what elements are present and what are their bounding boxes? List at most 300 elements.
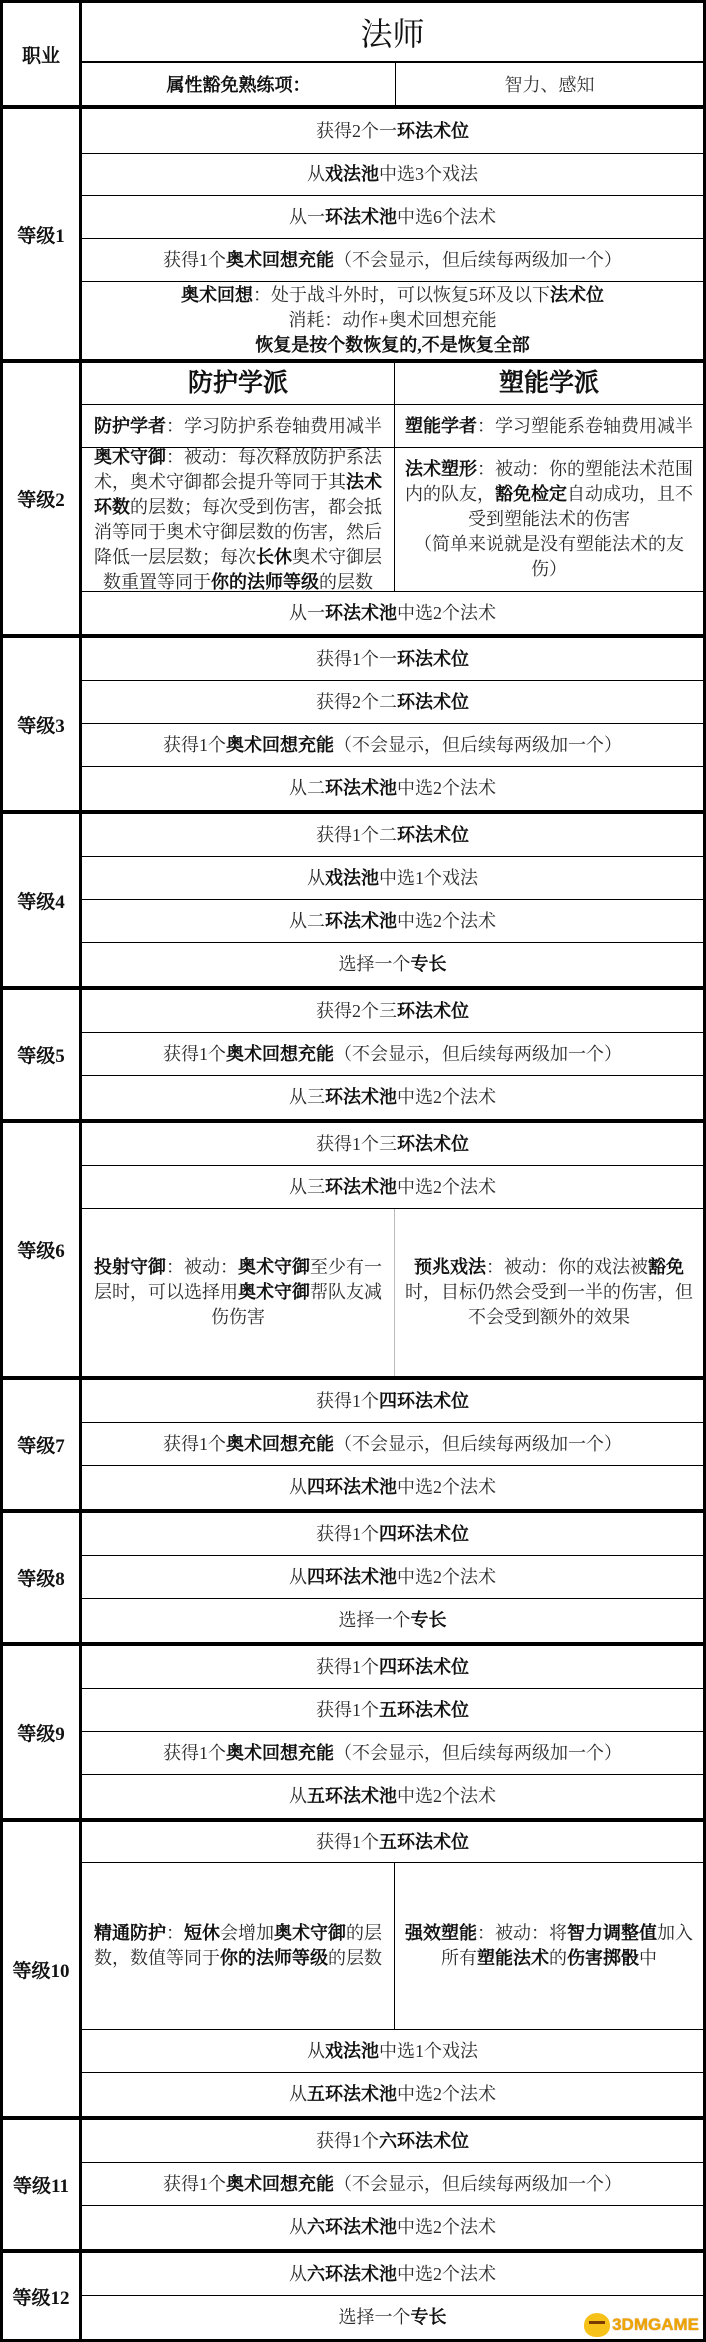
level-features xyxy=(82,990,703,1119)
text-segment: 从 xyxy=(289,1786,307,1806)
bold-text: 四环法术位 xyxy=(379,1390,469,1411)
bold-text: 你的法师等级 xyxy=(220,1948,328,1968)
text-segment: 选择一个 xyxy=(338,954,411,974)
feature-row xyxy=(82,2120,703,2163)
bold-text: 防护学者 xyxy=(94,415,166,436)
feature-row xyxy=(82,1822,703,1863)
text-line xyxy=(163,1741,622,1766)
text-segment: 的层数，数值等同于 xyxy=(94,1923,382,1968)
bold-text: 豁免 xyxy=(648,1257,684,1277)
bold-text: 精通防护 xyxy=(94,1923,166,1943)
text-line xyxy=(316,1698,469,1723)
text-line xyxy=(289,1475,496,1500)
text-line xyxy=(181,283,604,308)
feature-row xyxy=(82,196,703,239)
text-line xyxy=(316,119,469,144)
bold-text: 强效塑能 xyxy=(405,1923,477,1943)
text-segment: 中选2个法术 xyxy=(397,1566,496,1587)
class-name: 法师 xyxy=(82,3,703,63)
level-label: 等级7 xyxy=(3,1380,82,1509)
feature-row xyxy=(82,814,703,857)
evocation-cell xyxy=(395,1209,703,1376)
bold-text: 塑能学者 xyxy=(405,415,477,436)
bold-text: 五环法术位 xyxy=(379,1831,469,1852)
feature-cell xyxy=(82,1513,703,1555)
saving-throw-value: 智力、感知 xyxy=(504,75,595,95)
bold-text: 塑能法术 xyxy=(477,1948,549,1968)
text-line xyxy=(499,371,599,396)
feature-row xyxy=(82,1123,703,1166)
text-segment: 的 xyxy=(549,1948,567,1968)
text-line xyxy=(188,371,288,396)
feature-cell xyxy=(82,943,703,986)
text-segment: ：处于战斗外时，可以恢复5环及以下 xyxy=(253,285,550,305)
bold-text: 环法术位 xyxy=(397,691,469,712)
bold-text: 预兆戏法 xyxy=(414,1257,486,1277)
bold-text: 四环法术池 xyxy=(307,1566,397,1587)
text-segment: 中选2个法术 xyxy=(397,2217,496,2237)
text-segment: ：被动： xyxy=(166,1257,238,1277)
feature-row xyxy=(82,1423,703,1466)
bold-text: 法术位 xyxy=(550,285,604,305)
text-segment: （不会显示，但后续每两级加一个） xyxy=(334,734,622,755)
feature-row xyxy=(82,1166,703,1209)
level-features xyxy=(82,1513,703,1642)
bold-text: 你的法师等级 xyxy=(211,571,319,592)
text-line xyxy=(289,205,496,230)
text-line xyxy=(163,1432,622,1457)
text-segment: 帮队友减伤伤害 xyxy=(211,1282,382,1327)
text-line xyxy=(316,1655,469,1680)
level-1 xyxy=(3,109,703,363)
text-segment: 至少有一层时，可以选择用 xyxy=(94,1257,382,1302)
text-segment: ：被动：每次释放防护系法术，奥术守御都会提升等同于其 xyxy=(94,446,382,492)
text-segment: （不会显示，但后续每两级加一个） xyxy=(334,249,622,270)
bold-text: 五环法术池 xyxy=(307,2084,397,2104)
text-line xyxy=(289,2082,496,2107)
bold-text: 四环法术位 xyxy=(379,1523,469,1544)
bold-text: 奥术守御 xyxy=(238,1257,310,1277)
bold-text: 智力调整值 xyxy=(567,1923,657,1943)
level-label: 等级5 xyxy=(3,990,82,1119)
text-segment: 获得2个二 xyxy=(316,691,397,712)
text-segment: ：学习塑能系卷轴费用减半 xyxy=(477,415,693,436)
text-segment: 从 xyxy=(289,2084,307,2104)
feature-row xyxy=(82,405,703,448)
feature-row xyxy=(82,1732,703,1775)
text-segment: 从 xyxy=(289,2217,307,2237)
level-label: 等级10 xyxy=(3,1822,82,2116)
bold-text: 环法术池 xyxy=(325,206,397,227)
bold-text: 奥术回想充能 xyxy=(226,734,334,755)
feature-cell xyxy=(82,1380,703,1422)
text-line xyxy=(316,823,469,848)
level-5 xyxy=(3,990,703,1123)
feature-cell xyxy=(82,681,703,723)
level-2 xyxy=(3,363,703,638)
text-segment: 消耗：动作+奥术回想充能 xyxy=(288,310,497,330)
feature-row xyxy=(82,1380,703,1423)
feature-row xyxy=(82,1076,703,1119)
feature-cell xyxy=(82,2030,703,2072)
abjuration-cell xyxy=(82,1209,395,1376)
text-segment: ：被动：你的塑能法术范围内的队友， xyxy=(405,459,693,504)
text-segment: 获得1个一 xyxy=(316,648,397,669)
level-features xyxy=(82,638,703,810)
text-segment: 中选2个法术 xyxy=(397,778,496,798)
text-line xyxy=(307,162,478,187)
text-line xyxy=(94,414,382,439)
text-line xyxy=(316,647,469,672)
text-segment: 获得1个 xyxy=(163,2173,226,2194)
feature-cell xyxy=(82,857,703,899)
feature-row xyxy=(82,1209,703,1376)
text-segment: （不会显示，但后续每两级加一个） xyxy=(334,1742,622,1763)
bold-text: 长休 xyxy=(256,546,292,567)
evocation-cell xyxy=(395,405,703,447)
feature-cell xyxy=(82,2163,703,2205)
text-line xyxy=(339,1608,447,1633)
feature-row xyxy=(82,1863,703,2030)
feature-cell xyxy=(82,724,703,766)
evocation-cell xyxy=(395,1863,703,2029)
bold-text: 环法术位 xyxy=(397,1133,469,1154)
feature-row xyxy=(82,154,703,196)
feature-cell xyxy=(82,2120,703,2162)
bold-text: 短休 xyxy=(184,1923,220,1943)
level-features xyxy=(82,1646,703,1818)
feature-row xyxy=(82,1466,703,1509)
text-segment: 获得1个 xyxy=(163,734,226,755)
class-label: 职业 xyxy=(3,3,82,105)
feature-cell xyxy=(82,1646,703,1688)
text-line xyxy=(289,1784,496,1809)
text-segment: 中选6个法术 xyxy=(397,206,496,227)
text-segment: 中选2个法术 xyxy=(397,602,496,623)
feature-cell xyxy=(82,990,703,1032)
evocation-cell xyxy=(395,363,703,404)
text-segment: ： xyxy=(166,1923,184,1943)
bold-text: 豁免检定 xyxy=(495,484,567,504)
bold-text: 环法术位 xyxy=(397,648,469,669)
feature-row xyxy=(82,1599,703,1642)
feature-row xyxy=(82,109,703,154)
text-segment: 获得1个 xyxy=(316,1656,379,1677)
text-line xyxy=(289,2262,496,2287)
feature-row xyxy=(82,282,703,359)
text-segment: 中选2个法术 xyxy=(397,1786,496,1806)
text-segment: 获得1个 xyxy=(163,1742,226,1763)
text-segment: 中选2个法术 xyxy=(397,2263,496,2284)
bold-text: 奥术守御 xyxy=(94,446,166,467)
bold-text: 奥术守御 xyxy=(274,1923,346,1943)
bold-text: 奥术回想 xyxy=(181,285,253,305)
bold-text: 六环法术池 xyxy=(307,2263,397,2284)
bold-text: 环法术位 xyxy=(397,1000,469,1021)
bold-text: 专长 xyxy=(410,954,447,974)
text-line xyxy=(339,2305,447,2330)
bold-text: 环法术池 xyxy=(325,1087,397,1107)
saving-throw-label: 属性豁免熟练项： xyxy=(82,63,396,105)
level-9 xyxy=(3,1646,703,1822)
text-segment: 中选2个法术 xyxy=(397,1477,496,1497)
feature-row xyxy=(82,943,703,986)
level-features xyxy=(82,363,703,634)
bold-text: 奥术回想充能 xyxy=(226,1433,334,1454)
feature-cell xyxy=(82,900,703,942)
feature-row xyxy=(82,638,703,681)
feature-cell xyxy=(82,1689,703,1731)
text-line xyxy=(316,1132,469,1157)
bold-text: 法术环数 xyxy=(94,471,382,517)
watermark-logo xyxy=(584,2313,699,2337)
text-segment: 从三 xyxy=(289,1176,325,1197)
text-segment: （不会显示，但后续每两级加一个） xyxy=(334,1433,622,1454)
text-line xyxy=(289,1565,496,1590)
level-11 xyxy=(3,2120,703,2253)
bold-text: 四环法术位 xyxy=(379,1656,469,1677)
feature-row xyxy=(82,2030,703,2073)
text-line xyxy=(289,1175,496,1200)
text-line xyxy=(163,1042,622,1067)
feature-row xyxy=(82,1556,703,1599)
text-segment: 从 xyxy=(289,1477,307,1497)
feature-cell xyxy=(82,1556,703,1598)
text-segment: 获得1个 xyxy=(316,1523,379,1544)
text-line xyxy=(88,445,388,595)
text-line xyxy=(289,601,496,626)
bold-text: 奥术回想充能 xyxy=(226,1043,334,1064)
bold-text: 六环法术位 xyxy=(379,2130,469,2151)
text-segment: 获得2个三 xyxy=(316,1000,397,1021)
feature-row xyxy=(82,1513,703,1556)
abjuration-cell xyxy=(82,363,395,404)
bold-text: 环法术池 xyxy=(325,778,397,798)
text-line xyxy=(288,308,496,333)
text-segment: 中选1个戏法 xyxy=(379,2040,478,2061)
text-segment: 的层数 xyxy=(319,571,373,592)
text-segment: 从 xyxy=(307,2040,325,2061)
feature-cell xyxy=(82,1466,703,1509)
level-features xyxy=(82,2120,703,2249)
text-segment: ：学习防护系卷轴费用减半 xyxy=(166,415,382,436)
bold-text: 奥术回想充能 xyxy=(226,2173,334,2194)
evocation-cell xyxy=(395,448,703,591)
bold-text: 环法术池 xyxy=(325,910,397,931)
text-segment: 中选2个法术 xyxy=(397,2084,496,2104)
level-label: 等级8 xyxy=(3,1513,82,1642)
level-label: 等级11 xyxy=(3,2120,82,2249)
text-segment: 从一 xyxy=(289,206,325,227)
text-segment: 从二 xyxy=(289,778,325,798)
level-features xyxy=(82,1123,703,1376)
feature-cell xyxy=(82,638,703,680)
bold-text: 环法术池 xyxy=(325,1176,397,1197)
text-segment: ：被动：你的戏法被 xyxy=(486,1257,648,1277)
feature-cell xyxy=(82,1076,703,1119)
feature-cell xyxy=(82,282,703,359)
feature-cell xyxy=(82,1033,703,1075)
feature-row xyxy=(82,681,703,724)
bold-text: 环法术池 xyxy=(325,602,397,623)
abjuration-cell xyxy=(82,405,395,447)
feature-cell xyxy=(82,767,703,810)
text-segment: 获得2个一 xyxy=(316,120,397,141)
bold-text: 五环法术位 xyxy=(379,1699,469,1720)
feature-cell xyxy=(82,1775,703,1818)
feature-cell xyxy=(82,1732,703,1774)
text-segment: 从 xyxy=(289,2263,307,2284)
bold-text: 伤害掷骰 xyxy=(567,1948,639,1968)
feature-cell xyxy=(82,109,703,153)
text-segment: ：被动：将 xyxy=(477,1923,567,1943)
text-line xyxy=(316,999,469,1024)
level-label: 等级6 xyxy=(3,1123,82,1376)
text-segment: 加入所有 xyxy=(441,1923,693,1968)
bold-text: 专长 xyxy=(410,1610,447,1630)
text-segment: 选择一个 xyxy=(338,1610,411,1630)
text-line xyxy=(401,1921,697,1971)
text-segment: 自动成功，且不受到塑能法术的伤害 xyxy=(468,484,693,529)
level-4 xyxy=(3,814,703,990)
text-segment: 获得1个 xyxy=(163,249,226,270)
text-segment: 选择一个 xyxy=(338,2307,411,2327)
level-label: 等级1 xyxy=(3,109,82,359)
text-segment: 中选3个戏法 xyxy=(379,164,478,184)
feature-row xyxy=(82,2206,703,2249)
text-segment: 从 xyxy=(307,164,325,184)
level-8 xyxy=(3,1513,703,1646)
level-label: 等级9 xyxy=(3,1646,82,1818)
level-label: 等级12 xyxy=(3,2253,82,2339)
bold-text: 专长 xyxy=(410,2307,447,2327)
text-line xyxy=(289,2215,496,2240)
text-segment: 防护学派 xyxy=(187,370,288,397)
level-3 xyxy=(3,638,703,814)
feature-row xyxy=(82,448,703,592)
feature-cell xyxy=(82,1423,703,1465)
feature-cell xyxy=(82,1822,703,1862)
text-line xyxy=(289,776,496,801)
text-segment: 从一 xyxy=(289,602,325,623)
feature-row xyxy=(82,1775,703,1818)
feature-cell xyxy=(82,196,703,238)
text-segment: （不会显示，但后续每两级加一个） xyxy=(334,2173,622,2194)
feature-cell xyxy=(82,239,703,281)
text-segment: 从二 xyxy=(289,910,325,931)
text-segment: 中选2个法术 xyxy=(397,910,496,931)
text-line xyxy=(163,733,622,758)
feature-row xyxy=(82,1689,703,1732)
feature-row xyxy=(82,1033,703,1076)
text-segment: 获得1个 xyxy=(316,1831,379,1852)
level-list xyxy=(3,109,703,2339)
level-features xyxy=(82,1822,703,2116)
feature-row xyxy=(82,857,703,900)
bold-text: 戏法池 xyxy=(325,164,379,184)
feature-row xyxy=(82,1646,703,1689)
feature-row xyxy=(82,900,703,943)
text-segment: 获得1个 xyxy=(316,2130,379,2151)
text-segment: 时，目标仍然会受到一半的伤害，但不会受到额外的效果 xyxy=(405,1282,693,1327)
bold-text: 戏法池 xyxy=(325,2040,379,2061)
level-features xyxy=(82,814,703,986)
text-line xyxy=(307,2039,478,2064)
feature-row xyxy=(82,2253,703,2296)
bold-text: 恢复是按个数恢复的,不是恢复全部 xyxy=(255,335,530,355)
text-segment: 中选1个戏法 xyxy=(379,867,478,888)
bold-text: 法术塑形 xyxy=(405,459,477,479)
feature-cell xyxy=(82,1123,703,1165)
feature-row xyxy=(82,767,703,810)
text-line xyxy=(405,414,693,439)
level-10 xyxy=(3,1822,703,2120)
text-segment: 从 xyxy=(307,867,325,888)
text-segment: 奥术守御层数重置等同于 xyxy=(103,546,382,592)
level-label: 等级2 xyxy=(3,363,82,634)
watermark-text: 3DMGAME xyxy=(612,2315,699,2334)
text-segment: 获得1个三 xyxy=(316,1133,397,1154)
text-line xyxy=(289,909,496,934)
text-line xyxy=(316,2129,469,2154)
feature-cell xyxy=(82,2253,703,2295)
text-line xyxy=(163,2172,622,2197)
text-line xyxy=(316,690,469,715)
text-line xyxy=(163,248,622,273)
text-line xyxy=(88,1921,388,1971)
bold-text: 奥术守御 xyxy=(238,1282,310,1302)
text-segment: 获得1个二 xyxy=(316,824,397,845)
text-line xyxy=(316,1389,469,1414)
feature-row xyxy=(82,239,703,282)
text-line xyxy=(401,457,697,532)
text-segment: 会增加 xyxy=(220,1923,274,1943)
feature-row xyxy=(82,2163,703,2206)
bold-text: 环法术位 xyxy=(397,120,469,141)
text-segment: （不会显示，但后续每两级加一个） xyxy=(334,1043,622,1064)
text-line xyxy=(255,333,530,358)
mascot-icon xyxy=(584,2313,610,2337)
text-segment: （简单来说就是没有塑能法术的友伤） xyxy=(414,534,684,579)
level-label: 等级4 xyxy=(3,814,82,986)
feature-row xyxy=(82,724,703,767)
bold-text: 四环法术池 xyxy=(307,1477,397,1497)
text-line xyxy=(339,952,447,977)
feature-cell xyxy=(82,1599,703,1642)
text-line xyxy=(316,1522,469,1547)
feature-row xyxy=(82,363,703,405)
feature-row xyxy=(82,2073,703,2116)
class-header xyxy=(3,3,703,109)
abjuration-cell xyxy=(82,448,395,591)
text-segment: 获得1个 xyxy=(163,1043,226,1064)
feature-row xyxy=(82,592,703,634)
text-segment: 中 xyxy=(639,1948,657,1968)
text-line xyxy=(307,866,478,891)
text-line xyxy=(316,1830,469,1855)
level-label: 等级3 xyxy=(3,638,82,810)
bold-text: 奥术回想充能 xyxy=(226,1742,334,1763)
text-segment: 的层数 xyxy=(328,1948,382,1968)
feature-cell xyxy=(82,592,703,634)
text-segment: 从三 xyxy=(289,1087,325,1107)
level-features xyxy=(82,1380,703,1509)
feature-cell xyxy=(82,814,703,856)
feature-row xyxy=(82,990,703,1033)
text-segment: 中选2个法术 xyxy=(397,1087,496,1107)
feature-cell xyxy=(82,2206,703,2249)
text-segment: 塑能学派 xyxy=(498,370,599,397)
